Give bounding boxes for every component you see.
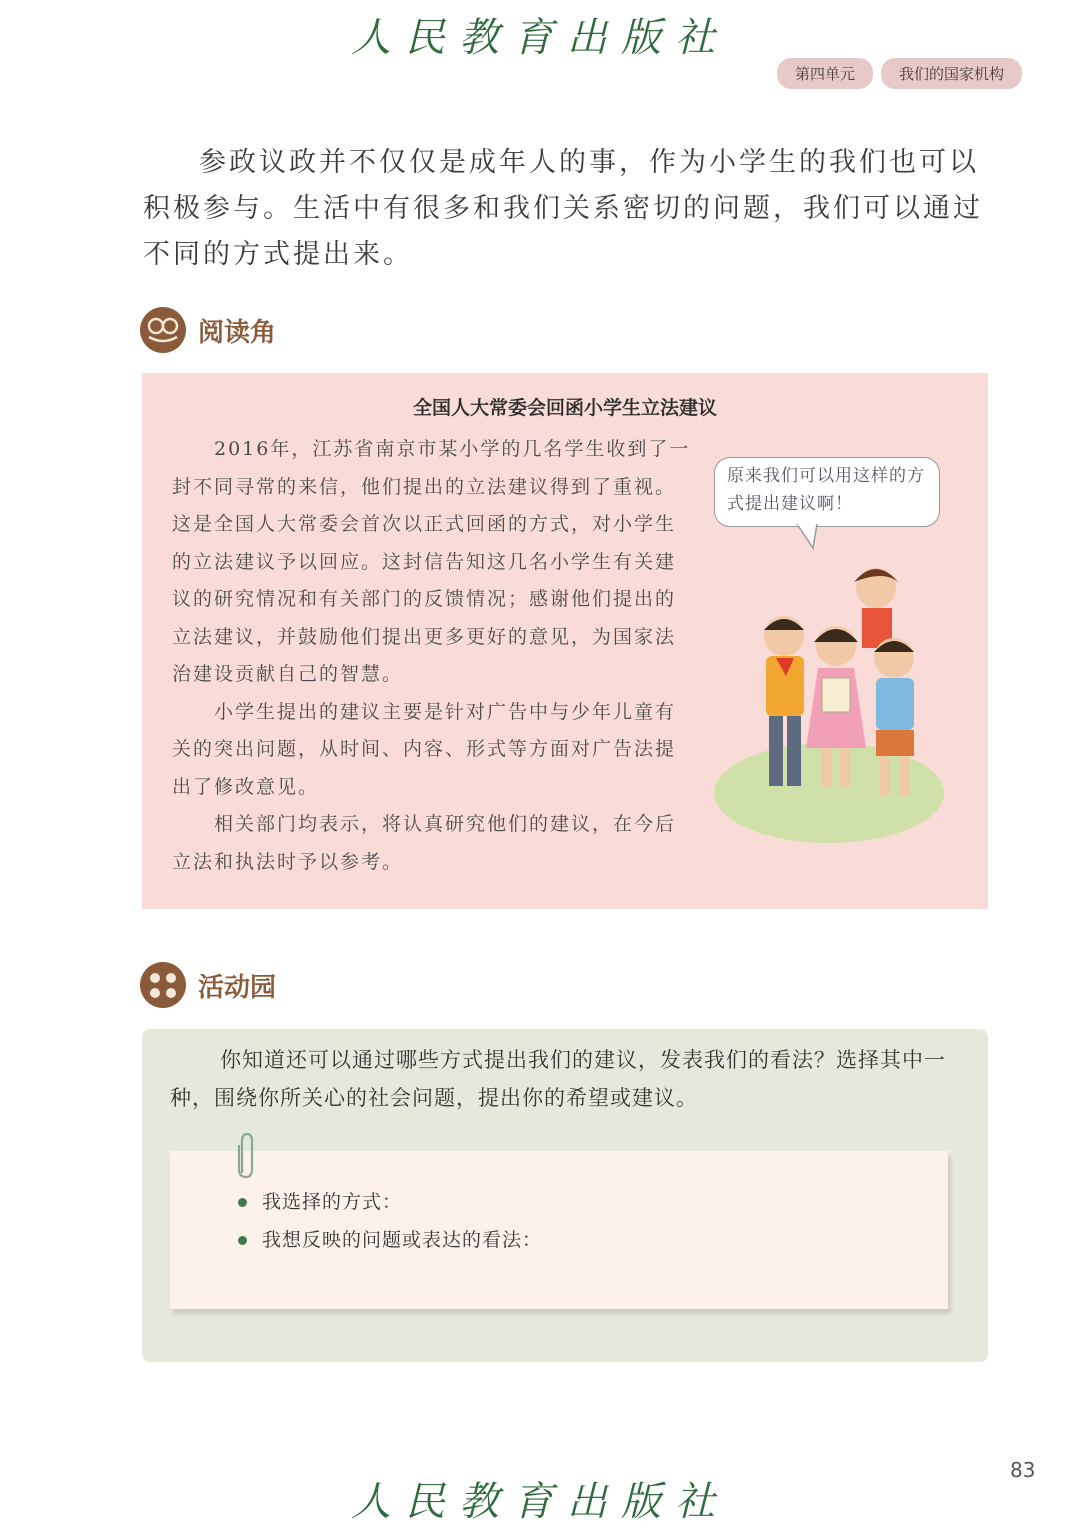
activity-title: 活动园 — [198, 972, 277, 1003]
lesson-tag: 我们的国家机构 — [881, 58, 1022, 89]
reading-box — [142, 373, 988, 909]
unit-breadcrumb — [777, 58, 1022, 89]
hands-icon — [140, 962, 186, 1008]
publisher-watermark-bottom: 人民教育出版社 — [351, 1479, 729, 1525]
reading-title: 全国人大常委会回函小学生立法建议 — [412, 397, 717, 419]
unit-tag: 第四单元 — [777, 58, 873, 89]
reading-body — [172, 431, 692, 881]
list-item-label: 我想反映的问题或表达的看法： — [262, 1229, 543, 1251]
answer-note-card — [170, 1151, 948, 1309]
paperclip-icon — [234, 1131, 258, 1181]
list-item-label: 我选择的方式： — [262, 1191, 403, 1213]
answer-list — [238, 1183, 542, 1259]
publisher-watermark-top: 人民教育出版社 — [351, 15, 729, 61]
speech-bubble-text: 原来我们可以用这样的方式提出建议啊！ — [727, 466, 925, 514]
activity-heading — [140, 962, 276, 1008]
children-illustration — [714, 558, 954, 848]
activity-prompt: 你知道还可以通过哪些方式提出我们的建议，发表我们的看法？选择其中一种，围绕你所关心的社会问题，提出你的希望或建议。 — [170, 1048, 946, 1110]
page-number: 83 — [1010, 1458, 1036, 1482]
reading-paragraph: 小学生提出的建议主要是针对广告中与少年儿童有关的突出问题，从时间、内容、形式等方面对广告法提出了修改意见。 — [172, 700, 677, 798]
intro-paragraph: 参政议政并不仅仅是成年人的事，作为小学生的我们也可以积极参与。生活中有很多和我们关系密切的问题，我们可以通过不同的方式提出来。 — [143, 147, 983, 270]
book-icon — [140, 307, 186, 353]
reading-corner-heading — [140, 307, 276, 353]
list-item — [238, 1183, 542, 1221]
speech-bubble — [714, 457, 940, 527]
reading-corner-title: 阅读角 — [198, 317, 277, 348]
activity-box — [142, 1029, 988, 1362]
reading-paragraph: 相关部门均表示，将认真研究他们的建议，在今后立法和执法时予以参考。 — [172, 813, 677, 873]
reading-paragraph: 2016年，江苏省南京市某小学的几名学生收到了一封不同寻常的来信，他们提出的立法建议得到了重视。这是全国人大常委会首次以正式回函的方式，对小学生的立法建议予以回应。这封信告知这几名小学生有关建议的研究情况和有关部门的反馈情况；感谢他们提出的立法建议，并鼓励他们提出更多更好的意见，为国家法治建设贡献自己的智慧。 — [172, 438, 691, 685]
speech-bubble-tail — [795, 524, 825, 550]
list-item — [238, 1221, 542, 1259]
bullet-icon — [238, 1236, 247, 1245]
bullet-icon — [238, 1198, 247, 1207]
